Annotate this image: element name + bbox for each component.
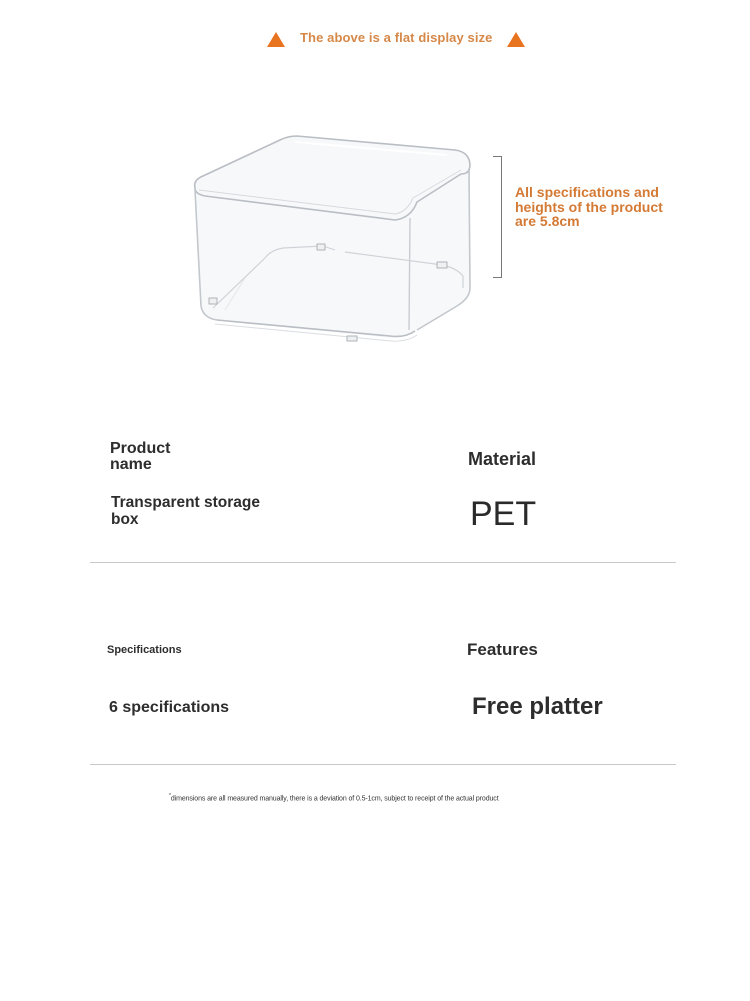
product-name-value: Transparent storage box bbox=[111, 494, 261, 528]
footnote-mark: * bbox=[169, 793, 171, 799]
footnote-text: dimensions are all measured manually, there is a deviation of 0.5-1cm, subject to receipt of the actual product bbox=[170, 795, 499, 803]
height-dimension-bracket bbox=[493, 156, 502, 278]
transparent-storage-box-illustration bbox=[195, 136, 470, 341]
divider-top bbox=[90, 562, 676, 563]
divider-bottom bbox=[90, 764, 676, 765]
specifications-label: Specifications bbox=[107, 644, 182, 656]
header-text: The above is a flat display size bbox=[300, 30, 493, 45]
left-triangle-icon bbox=[267, 32, 285, 47]
right-triangle-icon bbox=[507, 32, 525, 47]
features-label: Features bbox=[467, 640, 538, 659]
features-value: Free platter bbox=[472, 693, 603, 720]
height-note: All specifications and heights of the product are 5.8cm bbox=[515, 184, 663, 229]
material-label: Material bbox=[468, 449, 537, 469]
product-image bbox=[185, 128, 485, 348]
footnote bbox=[169, 793, 499, 802]
material-value: PET bbox=[470, 495, 537, 533]
specifications-value: 6 specifications bbox=[109, 699, 230, 716]
product-name-label: Product name bbox=[110, 440, 171, 473]
